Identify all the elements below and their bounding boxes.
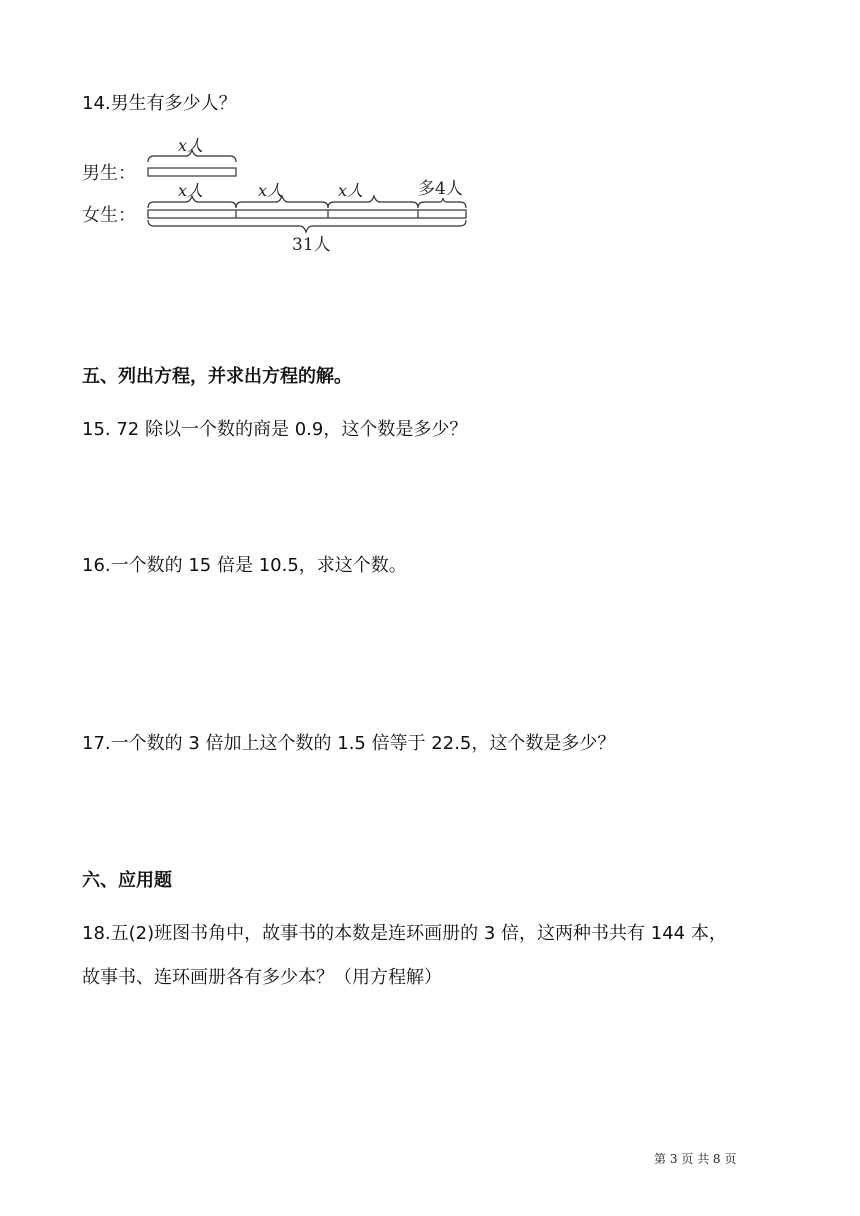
extra-label: 多4人 [418,179,463,199]
line-segment-diagram [82,132,482,256]
girls-label: 女生： [82,205,136,226]
girls-segment-1-label: x人 [178,181,204,200]
boys-label: 男生： [82,163,136,184]
boys-segment-label: x人 [178,136,204,155]
boys-bar [148,168,236,176]
total-label: 31人 [292,235,331,255]
question-15: 15. 72 除以一个数的商是 0.9，这个数是多少？ [82,419,468,440]
total-brace [148,220,466,232]
girls-segment-2-label: x人 [258,181,284,200]
question-18-line-1: 18.五(2)班图书角中，故事书的本数是连环画册的 3 倍，这两种书共有 144 本， [82,923,727,944]
section-six-heading: 六、应用题 [82,870,172,891]
page-number: 第 3 页 共 8 页 [654,1152,737,1166]
question-17: 17.一个数的 3 倍加上这个数的 1.5 倍等于 22.5，这个数是多少？ [82,733,616,754]
section-five-heading: 五、列出方程，并求出方程的解。 [82,366,352,387]
question-18-line-2: 故事书、连环画册各有多少本？（用方程解） [82,967,442,988]
extra-brace [418,198,466,208]
question-16: 16.一个数的 15 倍是 10.5，求这个数。 [82,555,407,576]
girls-segment-3-label: x人 [338,181,364,200]
question-14: 14.男生有多少人？ [82,93,237,114]
